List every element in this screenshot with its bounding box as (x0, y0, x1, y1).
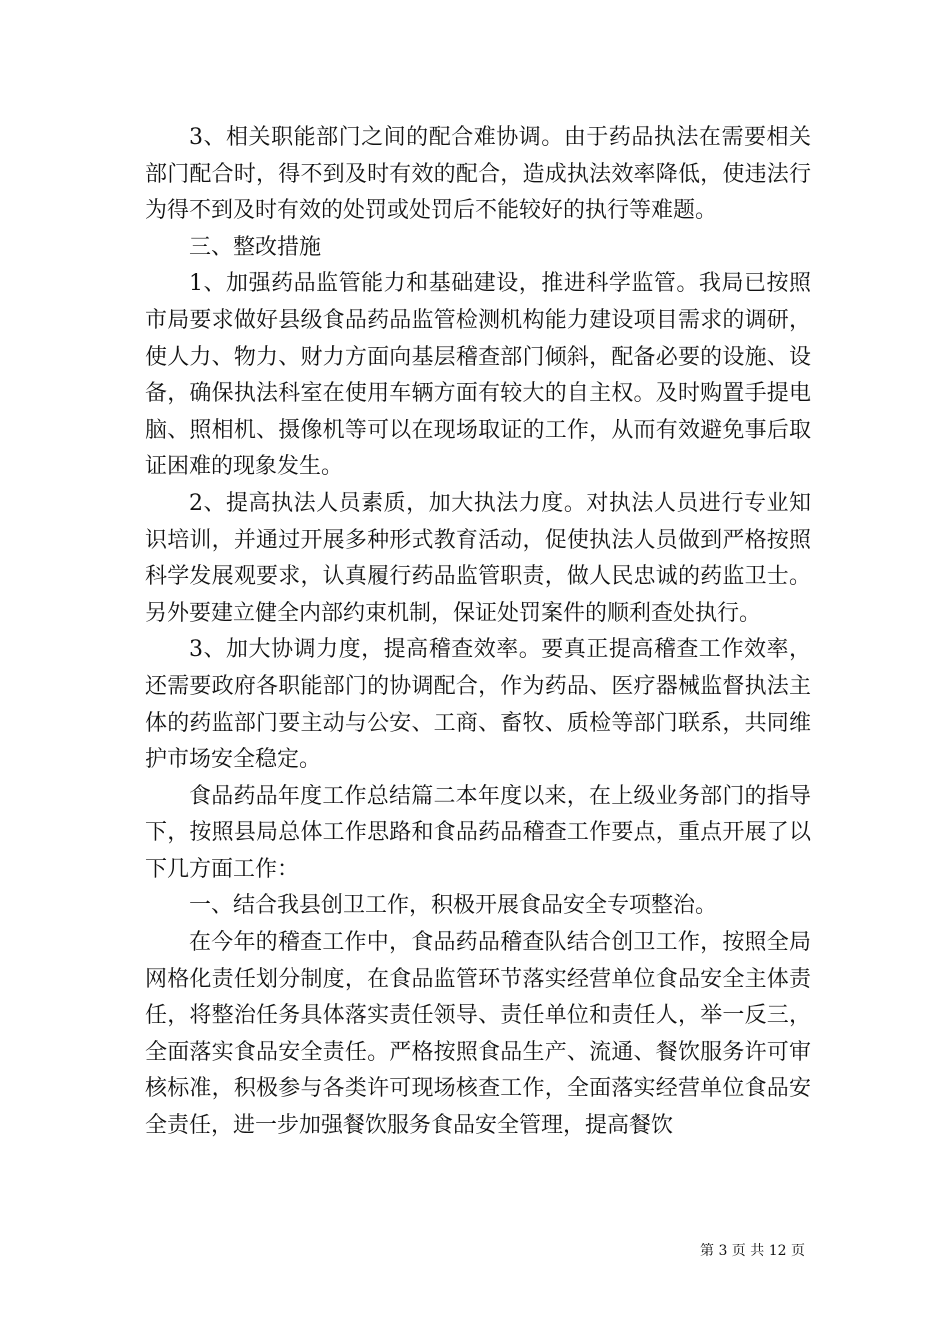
paragraph-coordination-issue: 3、相关职能部门之间的配合难协调。由于药品执法在需要相关部门配合时，得不到及时有效的配合，造成执法效率降低，使违法行为得不到及时有效的处罚或处罚后不能较好的执行等难题。 (145, 125, 811, 224)
section-heading-rectification: 三、整改措施 (189, 234, 322, 260)
document-body (145, 120, 811, 1145)
section-heading-food-safety: 一、结合我县创卫工作，积极开展食品安全专项整治。 (189, 893, 718, 919)
paragraph-measure-1: 1、加强药品监管能力和基础建设，推进科学监管。我局已按照市局要求做好县级食品药品监管检测机构能力建设项目需求的调研，使人力、物力、财力方面向基层稽查部门倾斜，配备必要的设施、设备，确保执法科室在使用车辆方面有较大的自主权。及时购置手提电脑、照相机、摄像机等可以在现场取证的工作，从而有效避免事后取证困难的现象发生。 (145, 271, 811, 480)
paragraph-inspection-work: 在今年的稽查工作中，食品药品稽查队结合创卫工作，按照全局网格化责任划分制度，在食品监管环节落实经营单位食品安全主体责任，将整治任务具体落实责任领导、责任单位和责任人，举一反三，全面落实食品安全责任。严格按照食品生产、流通、餐饮服务许可审核标准，积极参与各类许可现场核查工作，全面落实经营单位食品安全责任，进一步加强餐饮服务食品安全管理，提高餐饮 (145, 930, 811, 1139)
paragraph-measure-2: 2、提高执法人员素质，加大执法力度。对执法人员进行专业知识培训，并通过开展多种形式教育活动，促使执法人员做到严格按照科学发展观要求，认真履行药品监管职责，做人民忠诚的药监卫士。另外要建立健全内部约束机制，保证处罚案件的顺利查处执行。 (145, 490, 811, 626)
page-number: 第 3 页 共 12 页 (700, 1243, 805, 1259)
paragraph-summary-part-two: 食品药品年度工作总结篇二本年度以来，在上级业务部门的指导下，按照县局总体工作思路和食品药品稽查工作要点，重点开展了以下几方面工作： (145, 783, 811, 882)
paragraph-measure-3: 3、加大协调力度，提高稽查效率。要真正提高稽查工作效率，还需要政府各职能部门的协调配合，作为药品、医疗器械监督执法主体的药监部门要主动与公安、工商、畜牧、质检等部门联系，共同维护市场安全稳定。 (145, 637, 811, 773)
